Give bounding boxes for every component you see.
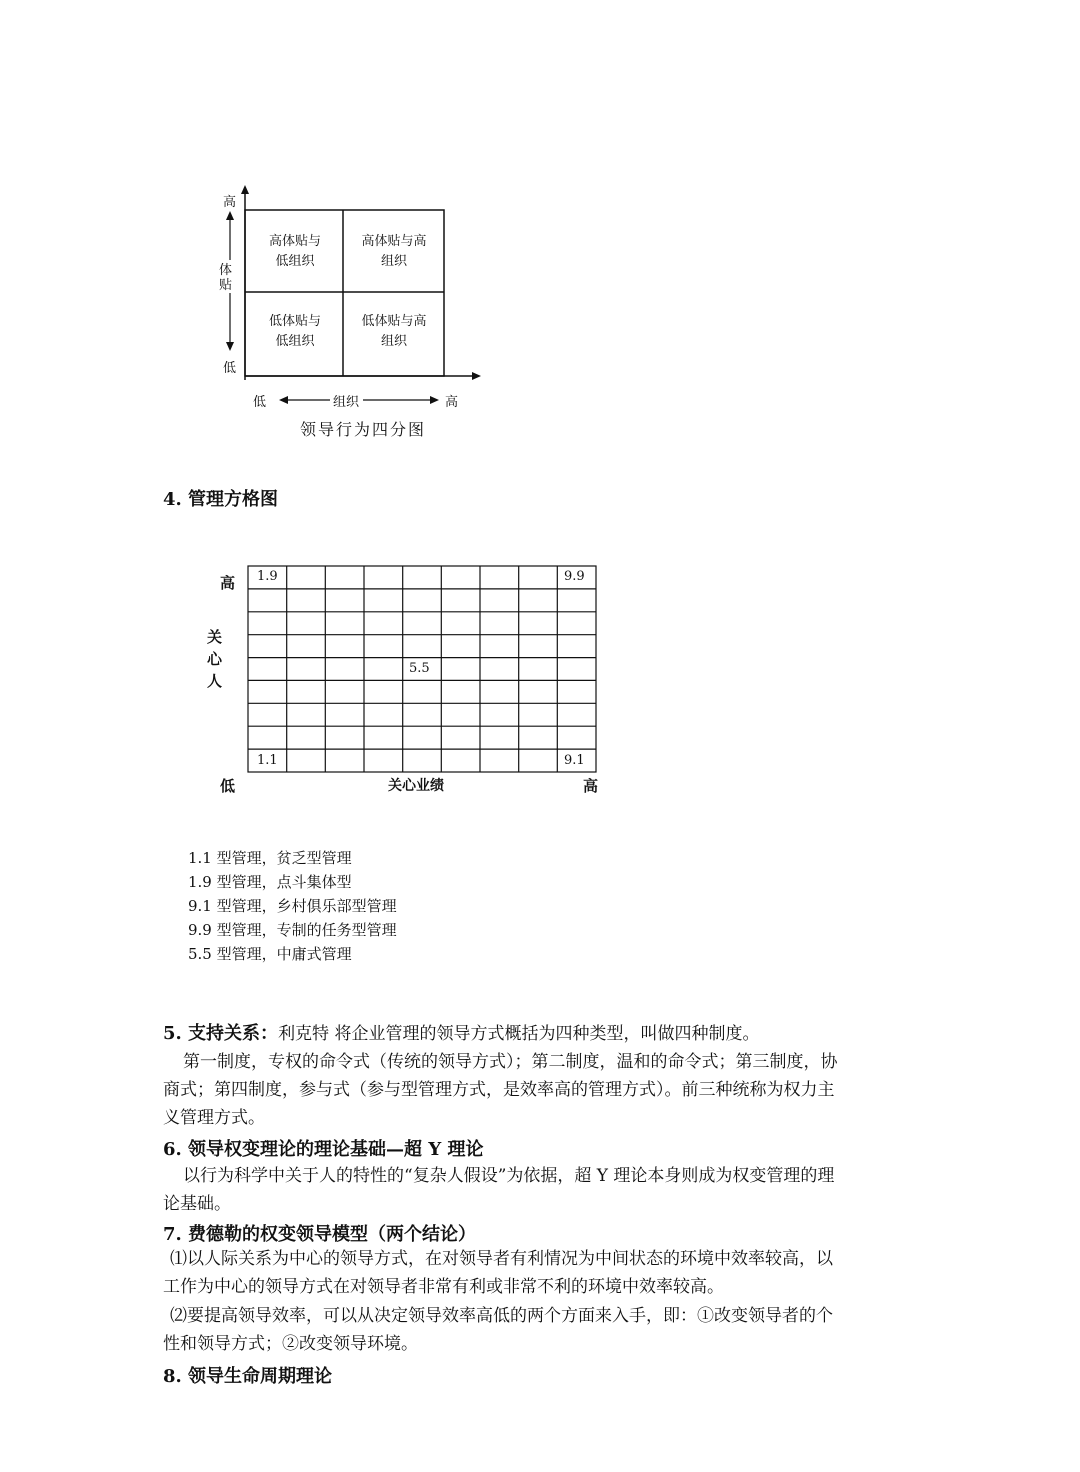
section5-title: 5. 支持关系： [163, 1023, 279, 1044]
quad-cell-top-left: 高体贴与低组织 [268, 234, 321, 269]
quad-x-axis-label: 组织 [333, 395, 360, 410]
quad-cell-bottom-left: 低体贴与低组织 [268, 314, 321, 349]
section7-title: 7. 费德勒的权变领导模型（两个结论） [163, 1224, 477, 1245]
quad-x-high-label: 高 [445, 395, 459, 410]
quad-cell-bottom-right: 低体贴与高组织 [361, 314, 427, 349]
quad-y-low-label: 低 [223, 361, 237, 376]
leadership-quadrant-figure [215, 185, 495, 415]
section5-line: 义管理方式。 [163, 1108, 265, 1128]
grid-y-axis-label [207, 626, 227, 692]
section6-line: 论基础。 [163, 1194, 231, 1214]
section7-line: 性和领导方式；②改变领导环境。 [163, 1334, 418, 1354]
quadrant-lines [215, 185, 495, 415]
grid-x-axis-label: 关心业绩 [388, 778, 444, 794]
grid-y-axis-char: 关 [207, 628, 223, 646]
grid-note: 5.5 型管理，中庸式管理 [188, 945, 352, 963]
section7-line: 工作为中心的领导方式在对领导者非常有利或非常不利的环境中效率较高。 [163, 1277, 724, 1297]
section7-line: ⑴以人际关系为中心的领导方式，在对领导者有利情况为中间状态的环境中效率较高，以 [170, 1249, 833, 1269]
section4-title: 4. 管理方格图 [163, 489, 279, 510]
grid-cell-1-1: 1.1 [257, 753, 278, 768]
grid-note: 1.9 型管理，点斗集体型 [188, 873, 352, 891]
grid-y-low-label: 低 [220, 777, 236, 795]
section5-line: 商式；第四制度，参与式（参与型管理方式，是效率高的管理方式）。前三种统称为权力主 [163, 1080, 835, 1100]
section6-title: 6. 领导权变理论的理论基础—超 Y 理论 [163, 1139, 484, 1160]
grid-note: 1.1 型管理，贫乏型管理 [188, 849, 352, 867]
grid-cell-5-5: 5.5 [409, 661, 430, 676]
section6-line: 以行为科学中关于人的特性的“复杂人假设”为依据，超 Y 理论本身则成为权变管理的理 [183, 1166, 835, 1186]
grid-y-axis-char: 人 [207, 672, 223, 690]
quad-y-high-label: 高 [223, 195, 237, 210]
grid-x-high-label: 高 [583, 777, 599, 795]
quad-y-axis-label: 体贴 [219, 263, 233, 293]
quad-caption: 领导行为四分图 [300, 420, 427, 439]
section7-line: ⑵要提高领导效率，可以从决定领导效率高低的两个方面来入手，即：①改变领导者的个 [170, 1306, 833, 1326]
section5-line: 第一制度，专权的命令式（传统的领导方式）；第二制度，温和的命令式；第三制度，协 [183, 1052, 838, 1072]
grid-note: 9.9 型管理，专制的任务型管理 [188, 921, 397, 939]
quad-x-low-label: 低 [253, 395, 267, 410]
grid-cell-1-9: 1.9 [257, 569, 278, 584]
section8-title: 8. 领导生命周期理论 [163, 1366, 333, 1387]
grid-cell-9-1: 9.1 [564, 753, 585, 768]
grid-y-high-label: 高 [220, 574, 236, 592]
managerial-grid-figure [200, 560, 620, 800]
section5-intro: 利克特 将企业管理的领导方式概括为四种类型，叫做四种制度。 [278, 1024, 760, 1044]
grid-y-axis-char: 心 [207, 650, 223, 668]
section5-heading-line [163, 1020, 759, 1048]
grid-cell-9-9: 9.9 [564, 569, 585, 584]
grid-note: 9.1 型管理，乡村俱乐部型管理 [188, 897, 397, 915]
quad-cell-top-right: 高体贴与高组织 [361, 234, 427, 269]
